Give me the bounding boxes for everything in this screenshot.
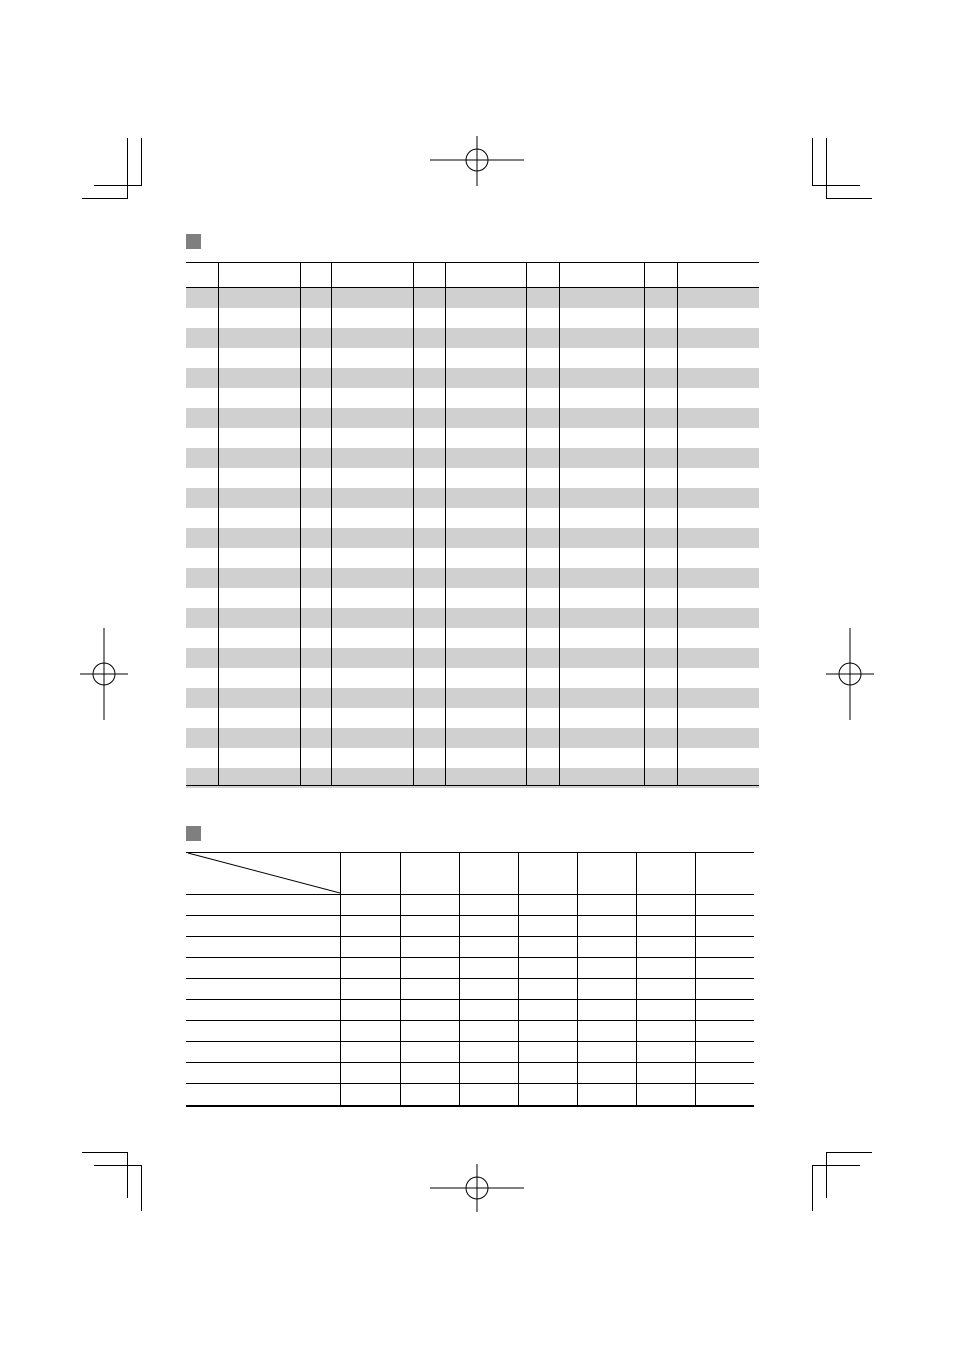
column-divider [577, 852, 578, 1107]
table-row [186, 408, 759, 428]
crop-mark-tl-h [82, 198, 128, 199]
table-row [186, 1020, 754, 1021]
registration-mark-right [826, 628, 874, 720]
crop-mark-br-v [812, 1165, 813, 1211]
column-divider [636, 852, 637, 1107]
table-row [186, 688, 759, 708]
table-row [186, 915, 754, 916]
table-row [186, 957, 754, 958]
crop-mark-tr-h2 [826, 198, 872, 199]
column-divider [695, 852, 696, 1107]
table-row [186, 568, 759, 588]
registration-mark-bottom [430, 1164, 524, 1212]
crop-mark-tl-v2 [141, 138, 142, 186]
grid-bottom-rule [186, 1105, 754, 1107]
crop-mark-br-h [826, 1152, 872, 1153]
table-row [186, 728, 759, 748]
registration-mark-top [430, 136, 524, 186]
table-bottom-rule [186, 785, 759, 786]
column-divider [518, 852, 519, 1107]
table-row [186, 608, 759, 628]
crop-mark-bl-v2 [141, 1165, 142, 1211]
crop-mark-tr-v [812, 138, 813, 186]
column-divider [400, 852, 401, 1107]
table-row [186, 288, 759, 308]
crop-mark-tl-v [127, 138, 128, 198]
table-row [186, 999, 754, 1000]
table-row [186, 978, 754, 979]
crop-mark-bl-h [82, 1152, 128, 1153]
table-row [186, 894, 754, 895]
column-divider [300, 262, 301, 786]
crop-mark-bl-v [127, 1152, 128, 1198]
section-marker-1 [186, 234, 201, 249]
diagonal-header-cell [186, 852, 340, 894]
column-divider [331, 262, 332, 786]
section-marker-2 [186, 826, 201, 841]
crop-mark-tr-v2 [826, 138, 827, 198]
column-divider [559, 262, 560, 786]
column-divider [340, 852, 341, 1107]
table-row [186, 488, 759, 508]
crop-mark-br-v2 [826, 1152, 827, 1198]
crop-mark-br-h2 [812, 1165, 860, 1166]
table-row [186, 1062, 754, 1063]
column-divider [644, 262, 645, 786]
table-row [186, 528, 759, 548]
table-row [186, 1083, 754, 1084]
crop-mark-tr-h [812, 185, 860, 186]
grid-table [186, 852, 754, 1107]
table-row [186, 448, 759, 468]
table-row [186, 648, 759, 668]
table-row [186, 936, 754, 937]
column-divider [445, 262, 446, 786]
list-table [186, 262, 759, 786]
column-divider [459, 852, 460, 1107]
column-divider [218, 262, 219, 786]
table-row [186, 1041, 754, 1042]
crop-mark-tl-h2 [94, 185, 142, 186]
table-top-rule [186, 262, 759, 263]
crop-mark-bl-h2 [94, 1165, 142, 1166]
registration-mark-left [80, 628, 128, 720]
table-row [186, 368, 759, 388]
table-row [186, 328, 759, 348]
column-divider [526, 262, 527, 786]
column-divider [677, 262, 678, 786]
column-divider [413, 262, 414, 786]
